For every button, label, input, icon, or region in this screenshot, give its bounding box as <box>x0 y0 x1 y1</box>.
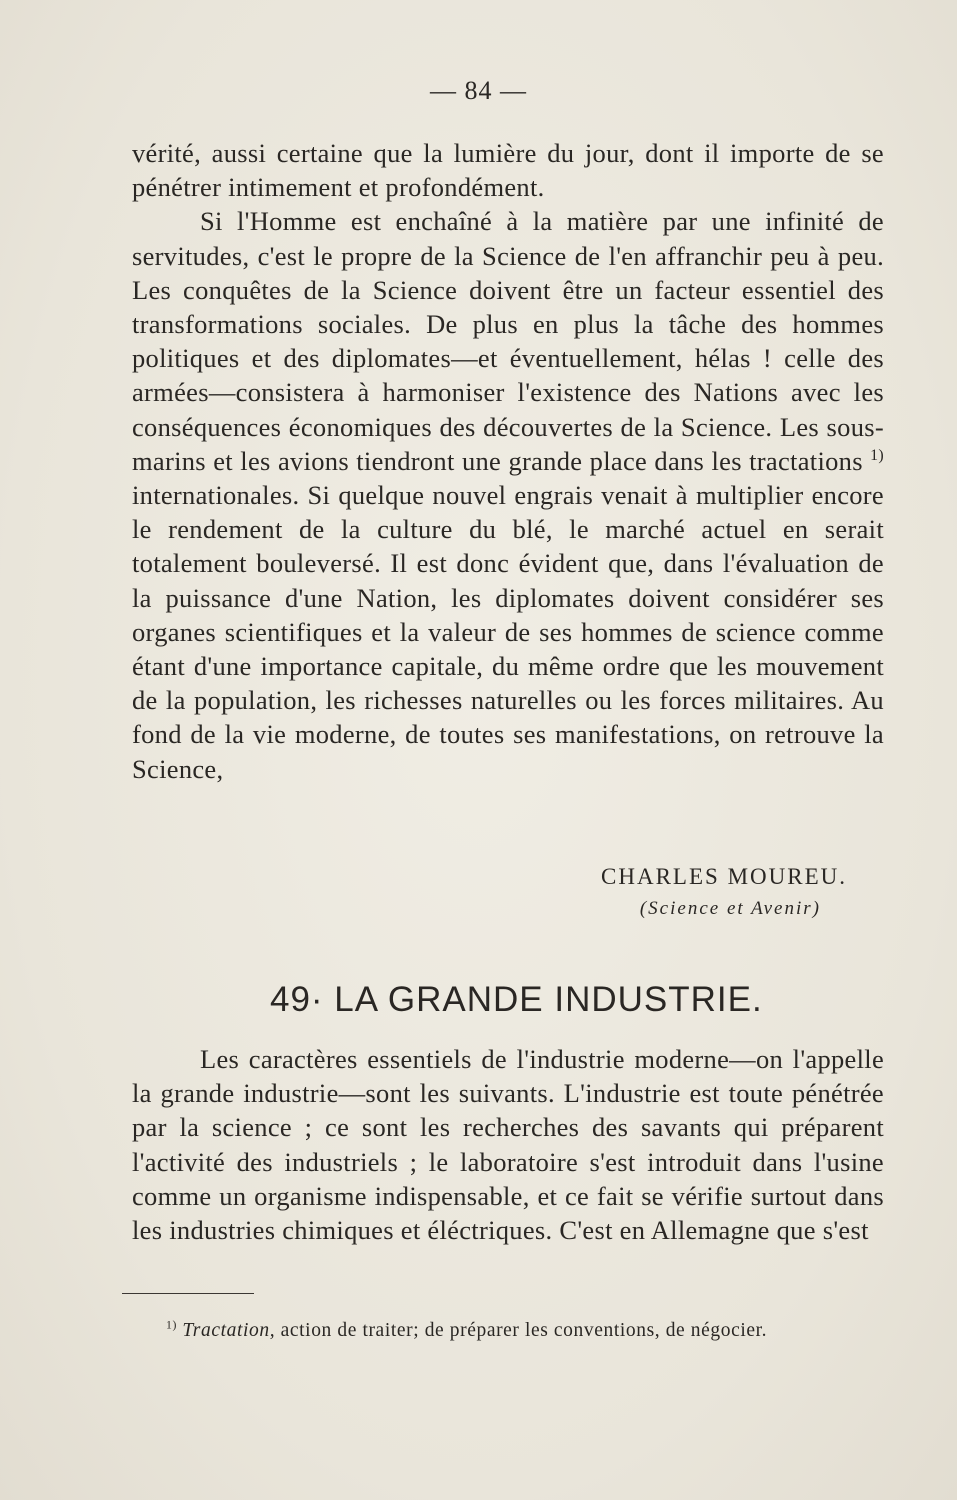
footnote <box>118 1318 872 1344</box>
paragraph <box>132 204 884 785</box>
section-text <box>132 1042 884 1247</box>
footnote-reference: 1) <box>870 447 884 464</box>
paragraph: Les caractères essentiels de l'industrie moderne—on l'appelle la grande industrie—sont les suivants. L'industrie est toute pénétrée par la science ; ce sont les recherches des savants qui préparent l'activité des industriels ; le laboratoire s'est introduit dans l'usine comme un organisme indispensable, et ce fait se vérifie surtout dans les industries chimiques et éléctriques. C'est en Allemagne que s'est <box>132 1044 884 1246</box>
paragraph-text: Si l'Homme est enchaîné à la matière par une infinité de servitudes, c'est le propre de la Science de l'en affranchir peu à peu. Les conquêtes de la Science doivent être un facteur essentiel des transformations sociales. De plus en plus la tâche des hommes politiques et des diplomates—et éventuellement, hélas ! celle des armées—consistera à harmoniser l'existence des Nations avec les conséquences économiques des découvertes de la Science. Les sous-marins et les avions tiendront une grande place dans les tractations <box>132 206 884 476</box>
section-heading: 49· LA GRANDE INDUSTRIE. <box>270 980 763 1019</box>
footnote-term: Tractation, <box>182 1320 276 1341</box>
paragraph-text: internationales. Si quelque nouvel engrais venait à multiplier encore le rendement de la culture du blé, le marché actuel en serait totalement bouleversé. Il est donc évident que, dans l'évaluation de la puissance d'une Nation, les diplomates doivent considérer ses organes scientifiques et la valeur de ses hommes de science comme étant d'une importance capitale, du même ordre que les mouvement de la population, les richesses naturelles ou les forces militaires. Au fond de la vie moderne, de toutes ses manifestations, on retrouve la Science, <box>132 480 884 784</box>
source-citation: (Science et Avenir) <box>639 898 821 919</box>
footnote-marker: 1) <box>166 1318 177 1332</box>
footnote-definition: action de traiter; de préparer les conventions, de négocier. <box>275 1320 768 1341</box>
footnote-divider <box>122 1293 254 1294</box>
article-text <box>132 136 884 786</box>
paragraph: vérité, aussi certaine que la lumière du jour, dont il importe de se pénétrer intimement et profondément. <box>132 138 884 203</box>
page-number: — 84 — <box>430 76 527 105</box>
author-signature: CHARLES MOUREU. <box>601 864 847 889</box>
